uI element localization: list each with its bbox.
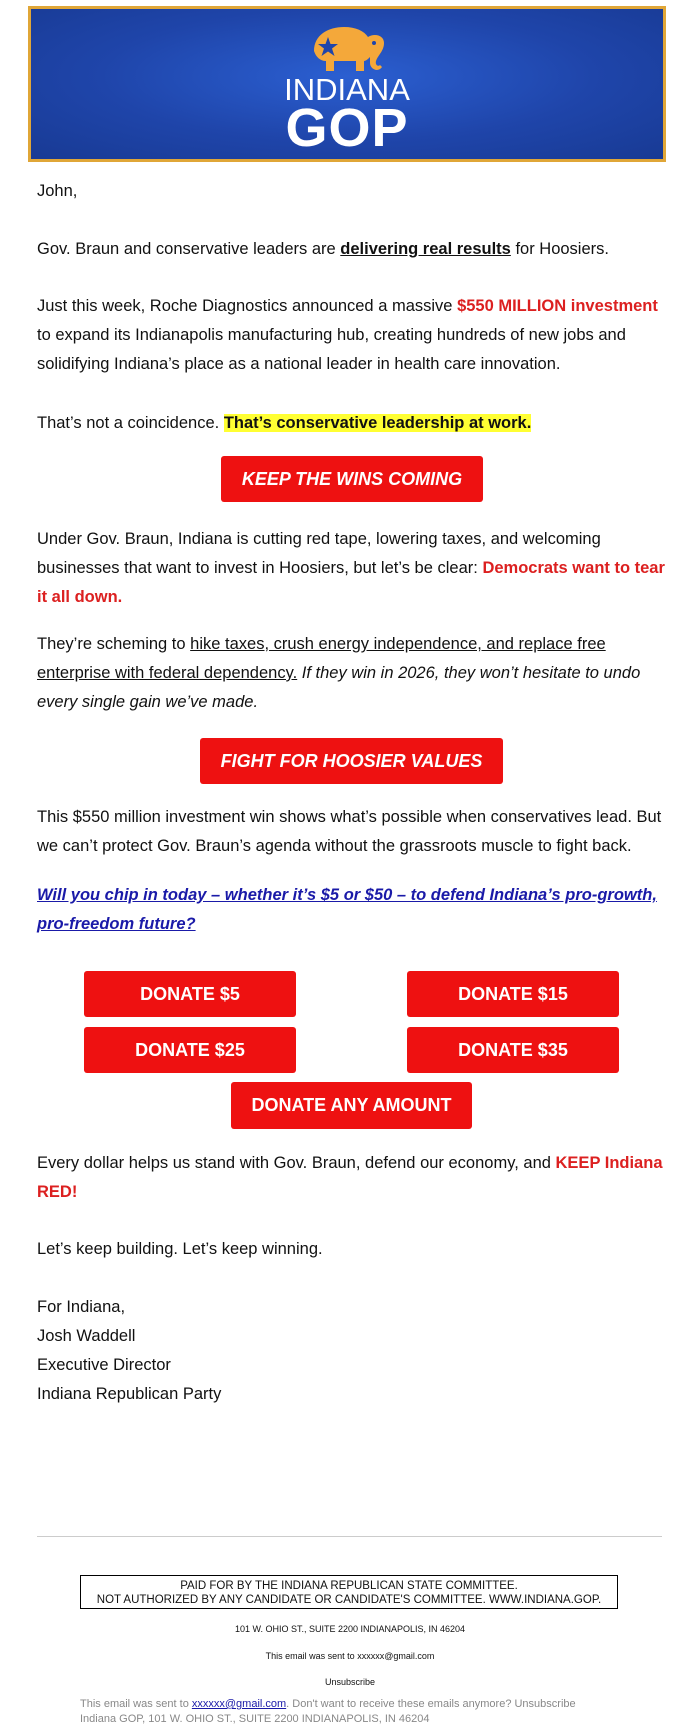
paragraph-2: Just this week, Roche Diagnostics announced a massive $550 MILLION investment to expand its Indianapolis manufacturing hub, creating hundreds of new jobs and solidifying Indiana’s place as a national leader in health care innovation. — [37, 297, 658, 373]
investment-amount: $550 MILLION investment — [457, 297, 658, 315]
greeting: John, — [37, 182, 78, 200]
footer-grey-notice: This email was sent to xxxxxx@gmail.com. Don't want to receive these emails anymore? Unsubscribe — [80, 1698, 576, 1710]
paragraph-6: This $550 million investment win shows what’s possible when conservatives lead. But we can’t protect Gov. Braun’s agenda without the grassroots muscle to fight back. — [37, 808, 662, 855]
signoff-line: For Indiana, — [37, 1298, 126, 1316]
footer-sent-to: This email was sent to xxxxxx@gmail.com — [265, 1651, 435, 1661]
democrats-warning: Democrats want to tear it all down. — [37, 559, 665, 606]
fight-for-hoosier-values-button[interactable]: FIGHT FOR HOOSIER VALUES — [200, 738, 503, 784]
footer-divider — [37, 1536, 662, 1537]
signature — [37, 1293, 665, 1409]
signer-title: Executive Director — [37, 1356, 171, 1374]
header-banner — [28, 6, 666, 162]
paid-for-disclaimer: PAID FOR BY THE INDIANA REPUBLICAN STATE COMMITTEE. NOT AUTHORIZED BY ANY CANDIDATE OR CANDIDATE'S COMMITTEE. WWW.INDIANA.GOP. — [80, 1575, 618, 1609]
keep-indiana-red: KEEP Indiana RED! — [37, 1154, 663, 1201]
paragraph-7: Every dollar helps us stand with Gov. Braun, defend our economy, and KEEP Indiana RED! — [37, 1154, 663, 1201]
logo-indiana-text: INDIANA — [284, 72, 410, 107]
footer-grey-address: Indiana GOP, 101 W. OHIO ST., SUITE 2200 INDIANAPOLIS, IN 46204 — [80, 1713, 430, 1725]
donate-15-button[interactable]: DONATE $15 — [407, 971, 619, 1017]
paragraph-4: Under Gov. Braun, Indiana is cutting red tape, lowering taxes, and welcoming businesses that want to invest in Hoosiers, but let’s be clear: Democrats want to tear it all down. — [37, 530, 665, 606]
paragraph-8: Let’s keep building. Let’s keep winning. — [37, 1240, 323, 1258]
footer-address: 101 W. OHIO ST., SUITE 2200 INDIANAPOLIS, IN 46204 — [234, 1624, 466, 1634]
chip-in-link[interactable]: Will you chip in today – whether it’s $5 or $50 – to defend Indiana’s pro-growth, pro-freedom future? — [37, 886, 657, 933]
keep-wins-coming-button[interactable]: KEEP THE WINS COMING — [221, 456, 483, 502]
donate-25-button[interactable]: DONATE $25 — [84, 1027, 296, 1073]
donate-35-button[interactable]: DONATE $35 — [407, 1027, 619, 1073]
donate-5-button[interactable]: DONATE $5 — [84, 971, 296, 1017]
paragraph-1: Gov. Braun and conservative leaders are delivering real results for Hoosiers. — [37, 240, 609, 258]
signer-name: Josh Waddell — [37, 1327, 136, 1345]
delivering-real-results: delivering real results — [340, 240, 511, 258]
signer-org: Indiana Republican Party — [37, 1385, 222, 1403]
highlighted-text: That’s conservative leadership at work. — [223, 414, 532, 432]
paragraph-5: They’re scheming to hike taxes, crush energy independence, and replace free enterprise with federal dependency. If they win in 2026, they won’t hesitate to undo every single gain we’ve made. — [37, 635, 641, 711]
logo-gop-text: GOP — [285, 98, 409, 158]
chip-in-link-wrap — [37, 881, 665, 939]
footer-email-link[interactable]: xxxxxx@gmail.com — [191, 1698, 287, 1710]
indiana-gop-logo[interactable] — [284, 21, 410, 158]
elephant-icon — [304, 21, 390, 73]
paragraph-3: That’s not a coincidence. That’s conservative leadership at work. — [37, 414, 532, 432]
donate-any-amount-button[interactable]: DONATE ANY AMOUNT — [231, 1082, 472, 1129]
footer-unsubscribe-link[interactable]: Unsubscribe — [324, 1677, 376, 1687]
